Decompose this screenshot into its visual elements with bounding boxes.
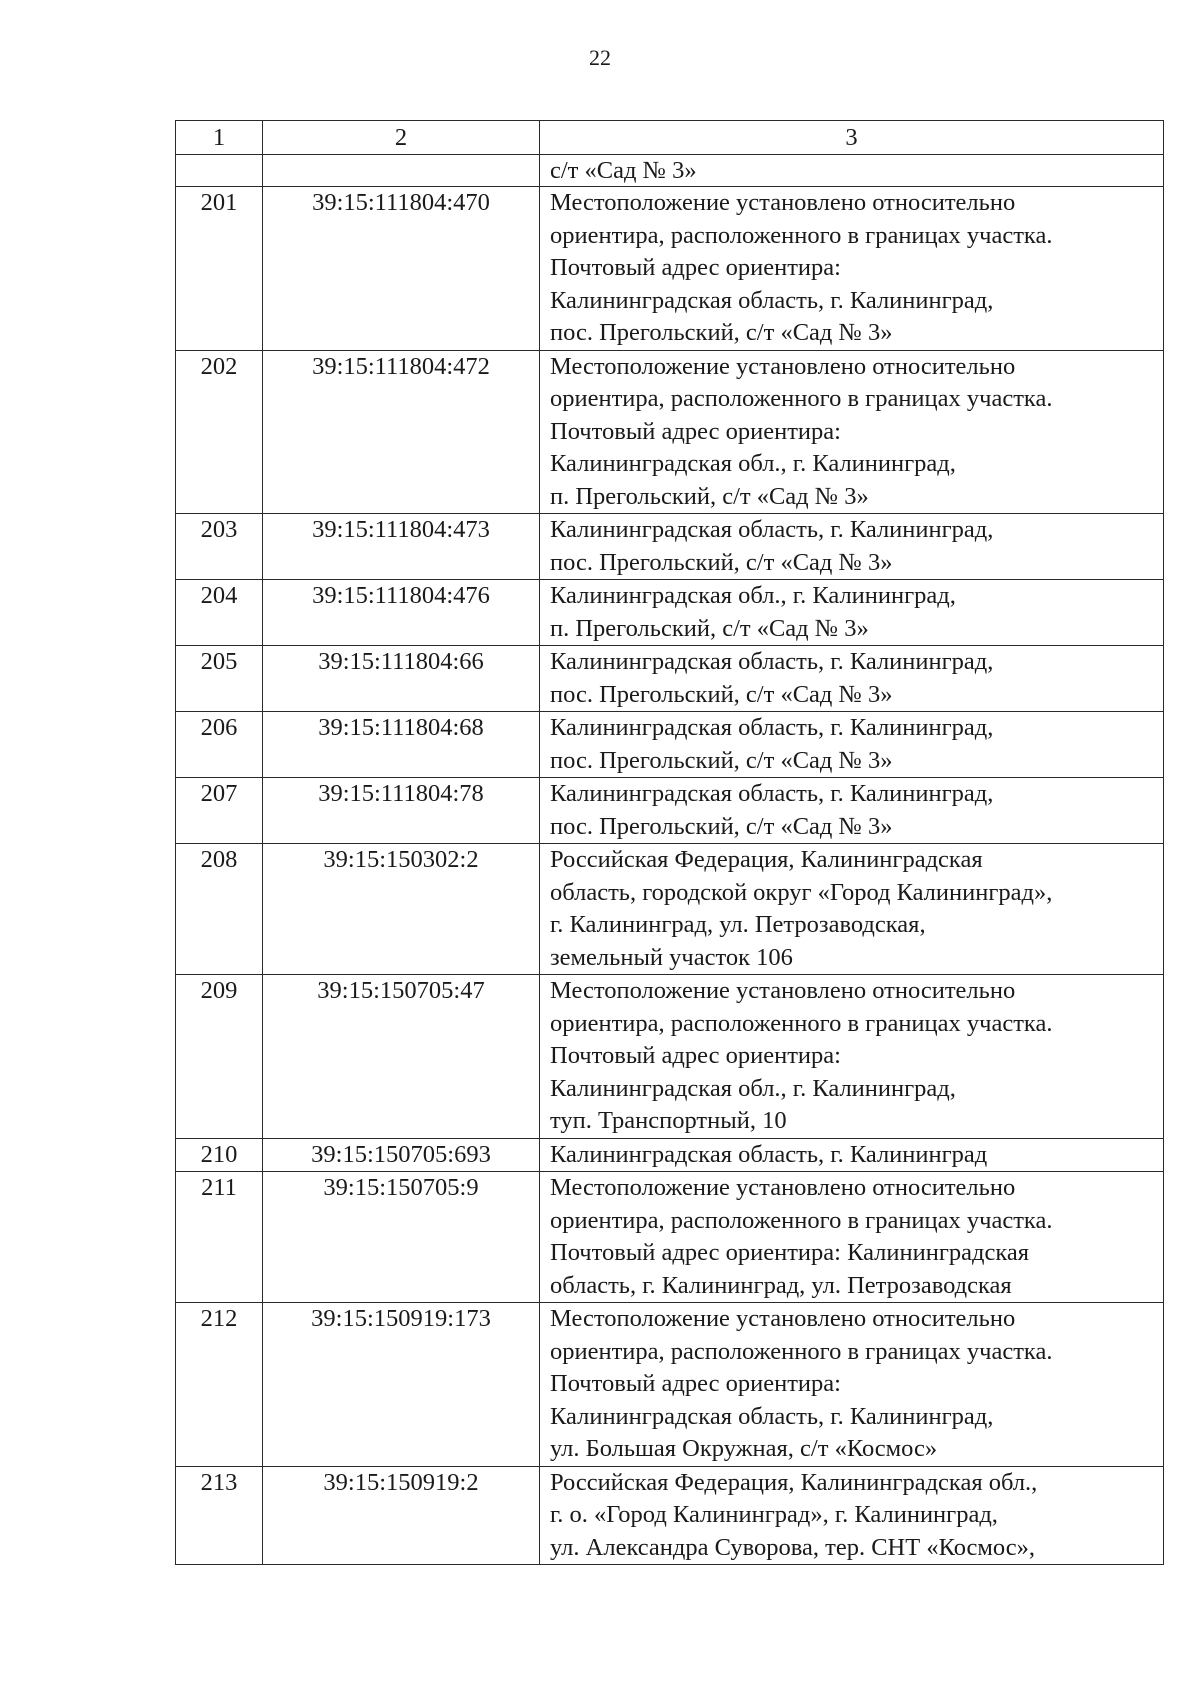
address-text: Калининградская область, г. Калининград, пос. Прегольский, с/т «Сад № 3»: [540, 646, 1164, 712]
cadastral-number: 39:15:111804:68: [263, 712, 540, 778]
address-text: с/т «Сад № 3»: [540, 155, 1164, 187]
address-text: Местоположение установлено относительно ориентира, расположенного в границах участка. Почтовый адрес ориентира: Калининградская обл., г. Калининград, п. Прегольский, с/т «Сад № 3»: [540, 350, 1164, 514]
column-header-address: 3: [540, 121, 1164, 155]
address-text: Калининградская обл., г. Калининград, п. Прегольский, с/т «Сад № 3»: [540, 580, 1164, 646]
table-row: [176, 844, 1164, 975]
row-number: 210: [176, 1138, 263, 1172]
page-number: 22: [589, 45, 611, 70]
row-number: 209: [176, 975, 263, 1139]
table-row: [176, 1466, 1164, 1565]
table-row: [176, 778, 1164, 844]
address-text: Российская Федерация, Калининградская обл., г. о. «Город Калининград», г. Калининград, ул. Александра Суворова, тер. СНТ «Космос»,: [540, 1466, 1164, 1565]
cadastral-number: 39:15:150919:2: [263, 1466, 540, 1565]
address-text: Калининградская область, г. Калининград, пос. Прегольский, с/т «Сад № 3»: [540, 712, 1164, 778]
address-text: Калининградская область, г. Калининград: [540, 1138, 1164, 1172]
cadastral-number: [263, 155, 540, 187]
cadastral-number: 39:15:111804:66: [263, 646, 540, 712]
table-row: [176, 187, 1164, 351]
cadastral-number: 39:15:150705:47: [263, 975, 540, 1139]
column-header-number: 1: [176, 121, 263, 155]
cadastral-number: 39:15:150705:9: [263, 1172, 540, 1303]
row-number: 204: [176, 580, 263, 646]
cadastral-number: 39:15:111804:470: [263, 187, 540, 351]
cadastral-number: 39:15:150705:693: [263, 1138, 540, 1172]
table-row: [176, 1138, 1164, 1172]
address-text: Калининградская область, г. Калининград, пос. Прегольский, с/т «Сад № 3»: [540, 778, 1164, 844]
table-row-continuation: [176, 155, 1164, 187]
cadastral-number: 39:15:150919:173: [263, 1303, 540, 1467]
cadastral-number: 39:15:111804:473: [263, 514, 540, 580]
table-row: [176, 514, 1164, 580]
table-row: [176, 350, 1164, 514]
cadastral-number: 39:15:111804:476: [263, 580, 540, 646]
row-number: 208: [176, 844, 263, 975]
address-text: Местоположение установлено относительно ориентира, расположенного в границах участка. Почтовый адрес ориентира: Калининградская область, г. Калининград, ул. Петрозаводская: [540, 1172, 1164, 1303]
row-number: 207: [176, 778, 263, 844]
table-row: [176, 580, 1164, 646]
row-number: 213: [176, 1466, 263, 1565]
table-header-row: [176, 121, 1164, 155]
cadastral-number: 39:15:111804:472: [263, 350, 540, 514]
row-number: 206: [176, 712, 263, 778]
row-number: 211: [176, 1172, 263, 1303]
address-text: Местоположение установлено относительно ориентира, расположенного в границах участка. Почтовый адрес ориентира: Калининградская область, г. Калининград, ул. Большая Окружная, с/т «Космос»: [540, 1303, 1164, 1467]
address-text: Российская Федерация, Калининградская область, городской округ «Город Калининград», г. Калининград, ул. Петрозаводская, земельный участок 106: [540, 844, 1164, 975]
row-number: [176, 155, 263, 187]
address-text: Калининградская область, г. Калининград, пос. Прегольский, с/т «Сад № 3»: [540, 514, 1164, 580]
row-number: 205: [176, 646, 263, 712]
land-plots-table: [175, 120, 1164, 1565]
table-row: [176, 1172, 1164, 1303]
table-row: [176, 712, 1164, 778]
table-row: [176, 975, 1164, 1139]
row-number: 202: [176, 350, 263, 514]
cadastral-number: 39:15:150302:2: [263, 844, 540, 975]
row-number: 212: [176, 1303, 263, 1467]
address-text: Местоположение установлено относительно ориентира, расположенного в границах участка. Почтовый адрес ориентира: Калининградская область, г. Калининград, пос. Прегольский, с/т «Сад № 3»: [540, 187, 1164, 351]
cadastral-number: 39:15:111804:78: [263, 778, 540, 844]
address-text: Местоположение установлено относительно ориентира, расположенного в границах участка. Почтовый адрес ориентира: Калининградская обл., г. Калининград, туп. Транспортный, 10: [540, 975, 1164, 1139]
row-number: 201: [176, 187, 263, 351]
row-number: 203: [176, 514, 263, 580]
table-row: [176, 1303, 1164, 1467]
table-row: [176, 646, 1164, 712]
column-header-cadastral: 2: [263, 121, 540, 155]
